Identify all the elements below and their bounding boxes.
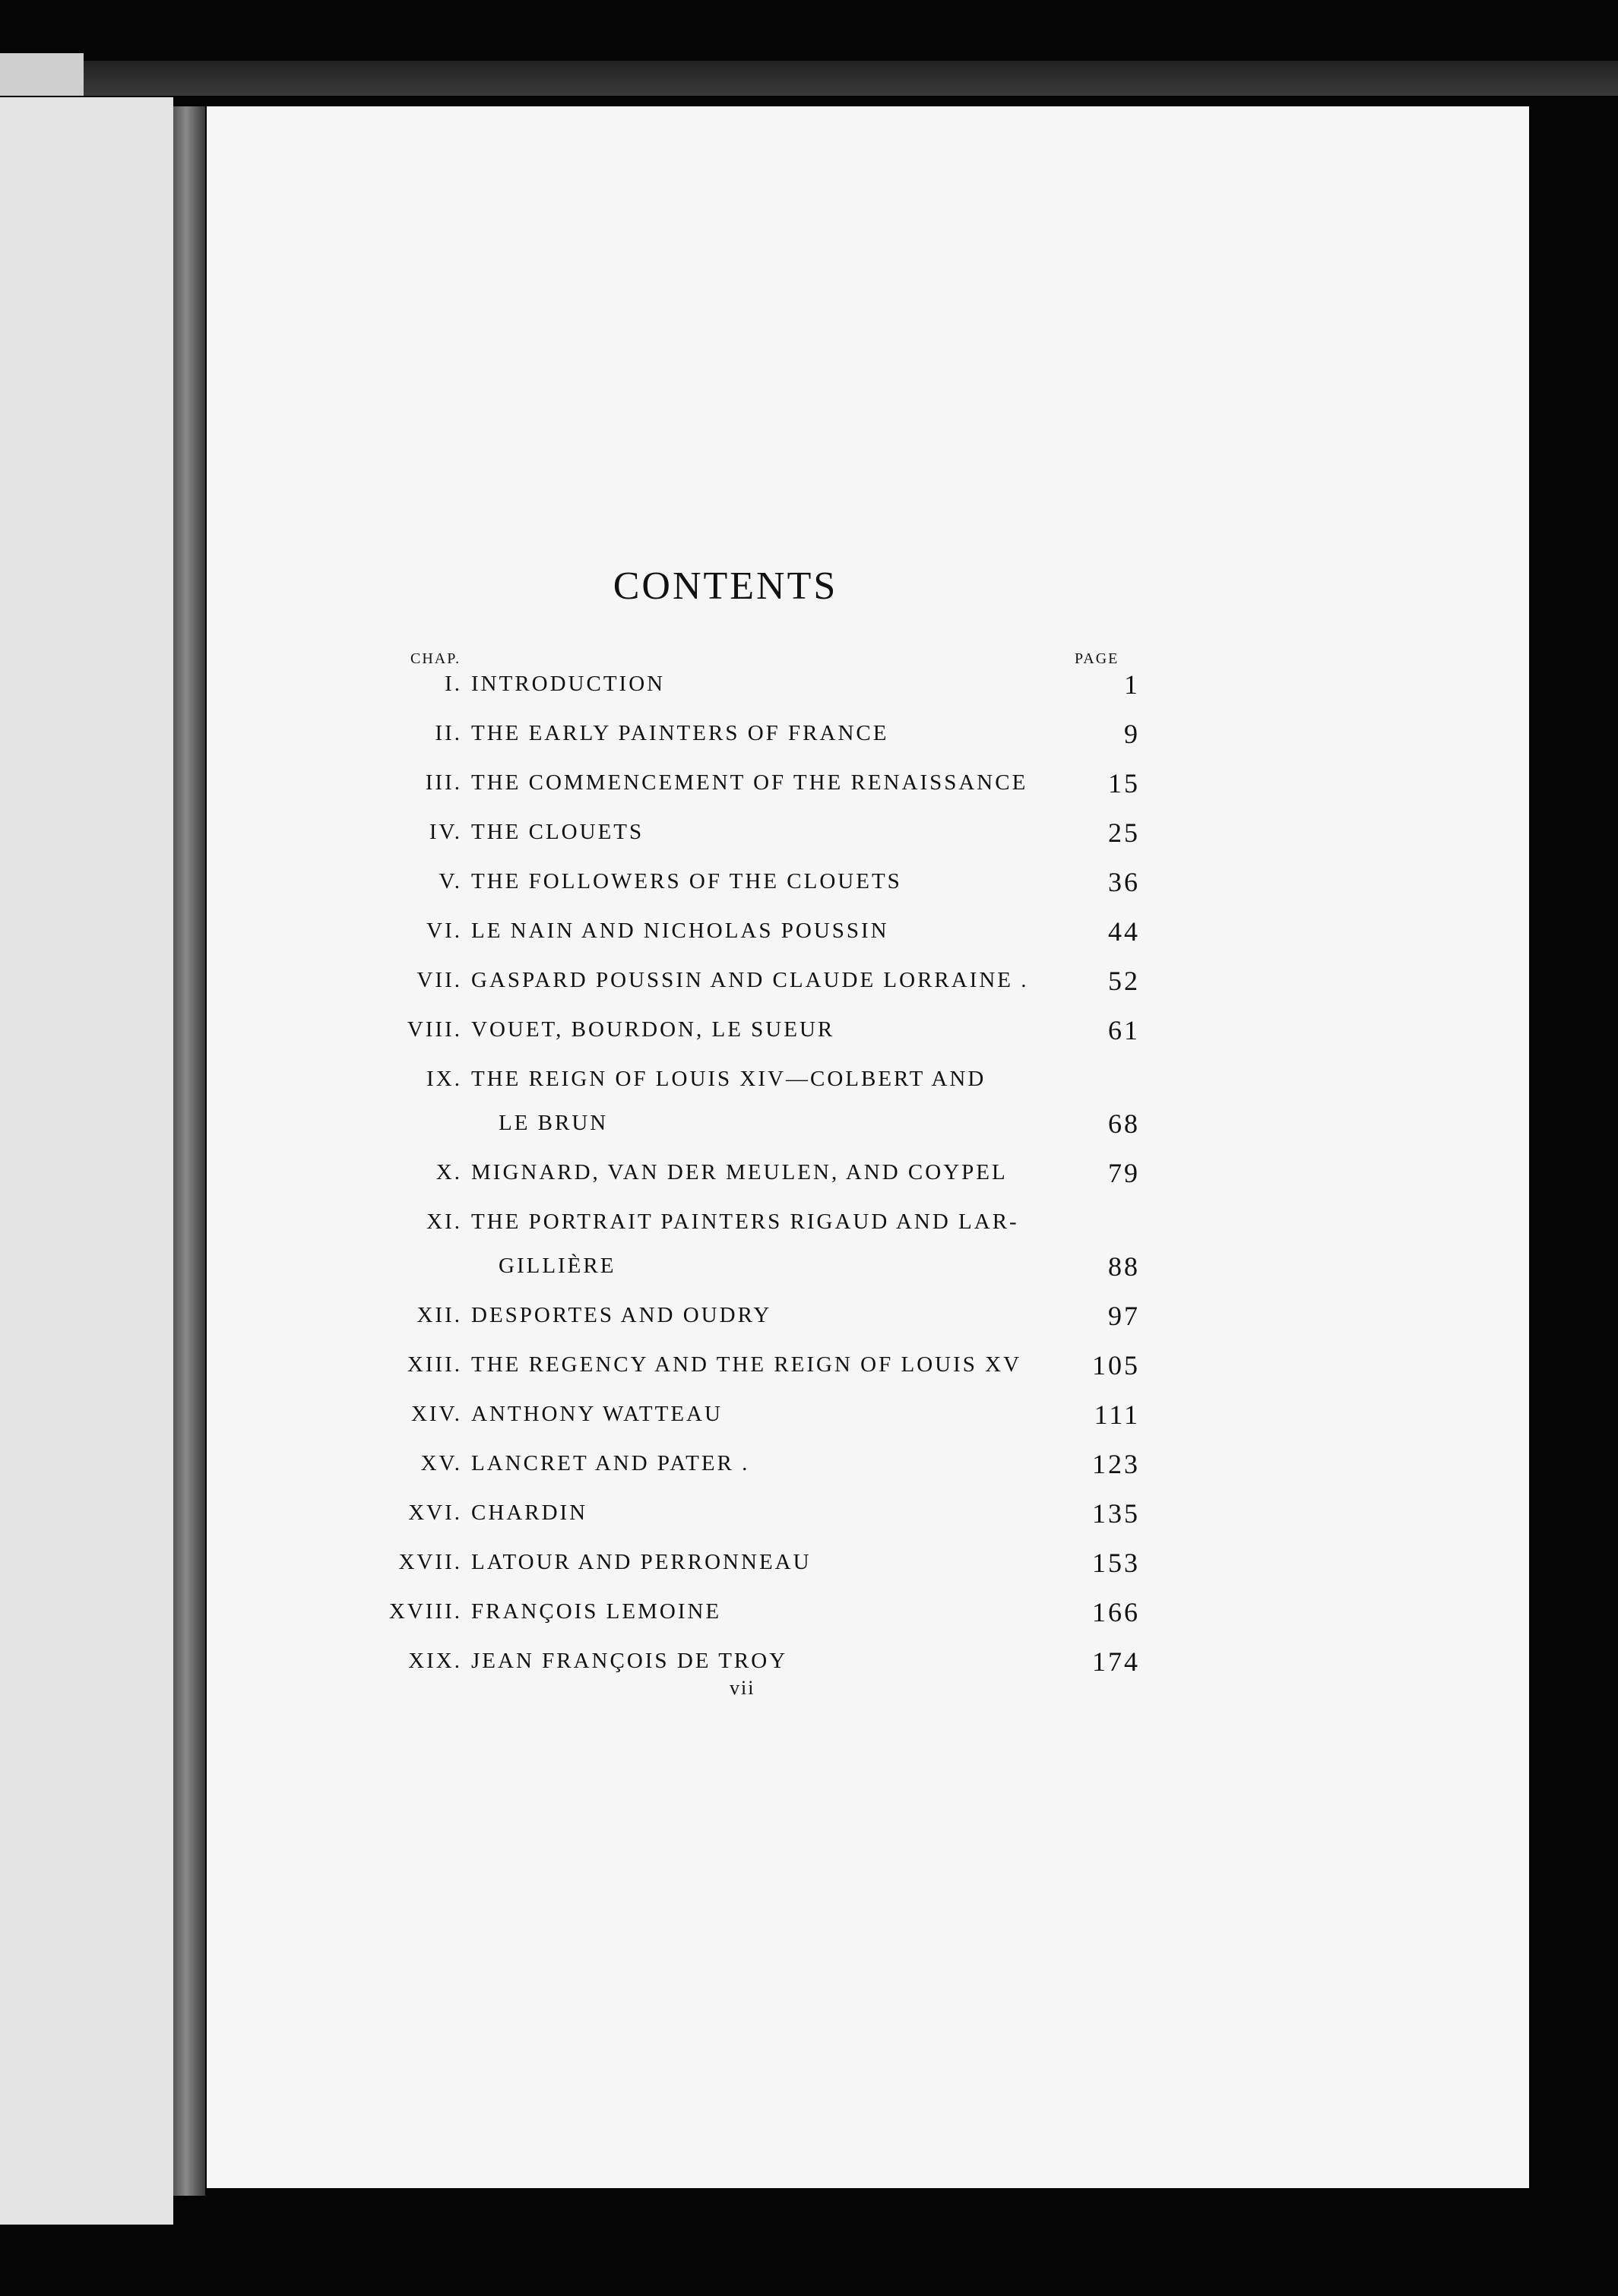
toc-entry bbox=[380, 968, 1140, 1003]
page-column-label: PAGE bbox=[1075, 650, 1119, 667]
page-number: 174 bbox=[1092, 1646, 1140, 1677]
chapter-title: CHARDIN bbox=[471, 1501, 588, 1525]
page-number: 36 bbox=[1108, 867, 1140, 897]
chapter-title: VOUET, BOURDON, LE SUEUR bbox=[471, 1017, 835, 1042]
toc-entry bbox=[380, 1067, 1140, 1102]
facing-page bbox=[0, 97, 173, 2225]
chapter-number: XI. bbox=[426, 1210, 462, 1234]
page-number: 15 bbox=[1108, 768, 1140, 799]
toc-entry bbox=[380, 721, 1140, 756]
chapter-number: XV. bbox=[420, 1451, 462, 1475]
chapter-title: THE FOLLOWERS OF THE CLOUETS bbox=[471, 869, 902, 893]
page-folio: vii bbox=[730, 1677, 755, 1699]
page-number: 166 bbox=[1092, 1597, 1140, 1627]
chapter-number: XIII. bbox=[407, 1352, 462, 1377]
toc-entry bbox=[380, 1498, 1140, 1535]
chapter-number: XIX. bbox=[408, 1649, 462, 1673]
chapter-number: VI. bbox=[426, 919, 462, 943]
toc-entry-continuation bbox=[380, 1251, 1140, 1289]
toc-entry bbox=[380, 1599, 1140, 1634]
chapter-number: XVIII. bbox=[388, 1599, 462, 1624]
chapter-number: IV. bbox=[429, 820, 462, 844]
page-number: 105 bbox=[1092, 1350, 1140, 1380]
chapter-title: ANTHONY WATTEAU bbox=[471, 1402, 723, 1426]
chapter-title-continued: LE BRUN bbox=[499, 1111, 609, 1135]
chapter-title: FRANÇOIS LEMOINE bbox=[471, 1599, 722, 1624]
toc-entry bbox=[380, 1399, 1140, 1437]
page-number: 25 bbox=[1108, 818, 1140, 848]
toc-entry bbox=[380, 1352, 1140, 1387]
chapter-number: I. bbox=[445, 672, 462, 696]
toc-entry bbox=[380, 1210, 1140, 1244]
chapter-title: GASPARD POUSSIN AND CLAUDE LORRAINE . bbox=[471, 968, 1029, 992]
book-gutter bbox=[173, 106, 205, 2196]
page-number: 153 bbox=[1092, 1548, 1140, 1578]
chapter-title: DESPORTES AND OUDRY bbox=[471, 1303, 772, 1327]
scan-corner-tab bbox=[0, 53, 84, 96]
chapter-number: XIV. bbox=[410, 1402, 462, 1426]
chapter-title: THE REIGN OF LOUIS XIV—COLBERT AND bbox=[471, 1067, 986, 1091]
toc-entry bbox=[380, 869, 1140, 904]
chapter-number: II. bbox=[435, 721, 462, 745]
scan-top-edge bbox=[0, 61, 1618, 96]
toc-entry bbox=[380, 1160, 1140, 1195]
toc-entry bbox=[380, 1550, 1140, 1585]
chapter-title-continued: GILLIÈRE bbox=[499, 1254, 616, 1278]
page-number: 79 bbox=[1108, 1158, 1140, 1188]
chapter-number: XVII. bbox=[398, 1550, 462, 1574]
page-number: 9 bbox=[1124, 719, 1140, 749]
page-number: 97 bbox=[1108, 1301, 1140, 1331]
toc-entry bbox=[380, 916, 1140, 954]
page-number: 44 bbox=[1108, 916, 1140, 947]
chapter-title: LANCRET AND PATER . bbox=[471, 1451, 750, 1475]
page-number: 61 bbox=[1108, 1015, 1140, 1045]
chapter-number: VIII. bbox=[407, 1017, 462, 1042]
page-number: 1 bbox=[1124, 669, 1140, 700]
chapter-title: THE CLOUETS bbox=[471, 820, 644, 844]
chapter-title: LE NAIN AND NICHOLAS POUSSIN bbox=[471, 919, 889, 943]
chapter-title: THE EARLY PAINTERS OF FRANCE bbox=[471, 721, 889, 745]
page-number: 68 bbox=[1108, 1108, 1140, 1139]
page-title: CONTENTS bbox=[613, 565, 838, 608]
page-number: 111 bbox=[1094, 1399, 1140, 1430]
toc-entry bbox=[380, 1303, 1140, 1338]
chapter-number: IX. bbox=[426, 1067, 462, 1091]
page-number: 123 bbox=[1092, 1449, 1140, 1479]
page-number: 135 bbox=[1092, 1498, 1140, 1529]
toc-entry bbox=[380, 1451, 1140, 1486]
chapter-title: MIGNARD, VAN DER MEULEN, AND COYPEL bbox=[471, 1160, 1008, 1184]
toc-entry bbox=[380, 1017, 1140, 1052]
chapter-title: THE COMMENCEMENT OF THE RENAISSANCE bbox=[471, 770, 1028, 795]
chapter-title: THE PORTRAIT PAINTERS RIGAUD AND LAR- bbox=[471, 1210, 1019, 1234]
chapter-title: JEAN FRANÇOIS DE TROY bbox=[471, 1649, 788, 1673]
chapter-title: INTRODUCTION bbox=[471, 672, 666, 696]
chapter-title: LATOUR AND PERRONNEAU bbox=[471, 1550, 812, 1574]
toc-entry bbox=[380, 770, 1140, 805]
toc-entry bbox=[380, 669, 1140, 707]
chapter-number: III. bbox=[425, 770, 462, 795]
page-number: 88 bbox=[1108, 1251, 1140, 1282]
chapter-number: X. bbox=[435, 1160, 462, 1184]
toc-entry bbox=[380, 820, 1140, 855]
chapter-number: XII. bbox=[416, 1303, 462, 1327]
chapter-number: XVI. bbox=[408, 1501, 462, 1525]
chapter-title: THE REGENCY AND THE REIGN OF LOUIS XV bbox=[471, 1352, 1022, 1377]
page-number: 52 bbox=[1108, 966, 1140, 996]
contents-page bbox=[207, 106, 1529, 2188]
toc-entry-continuation bbox=[380, 1108, 1140, 1146]
toc-entry bbox=[380, 1646, 1140, 1684]
chapter-column-label: CHAP. bbox=[410, 650, 461, 667]
chapter-number: V. bbox=[439, 869, 462, 893]
chapter-number: VII. bbox=[416, 968, 462, 992]
